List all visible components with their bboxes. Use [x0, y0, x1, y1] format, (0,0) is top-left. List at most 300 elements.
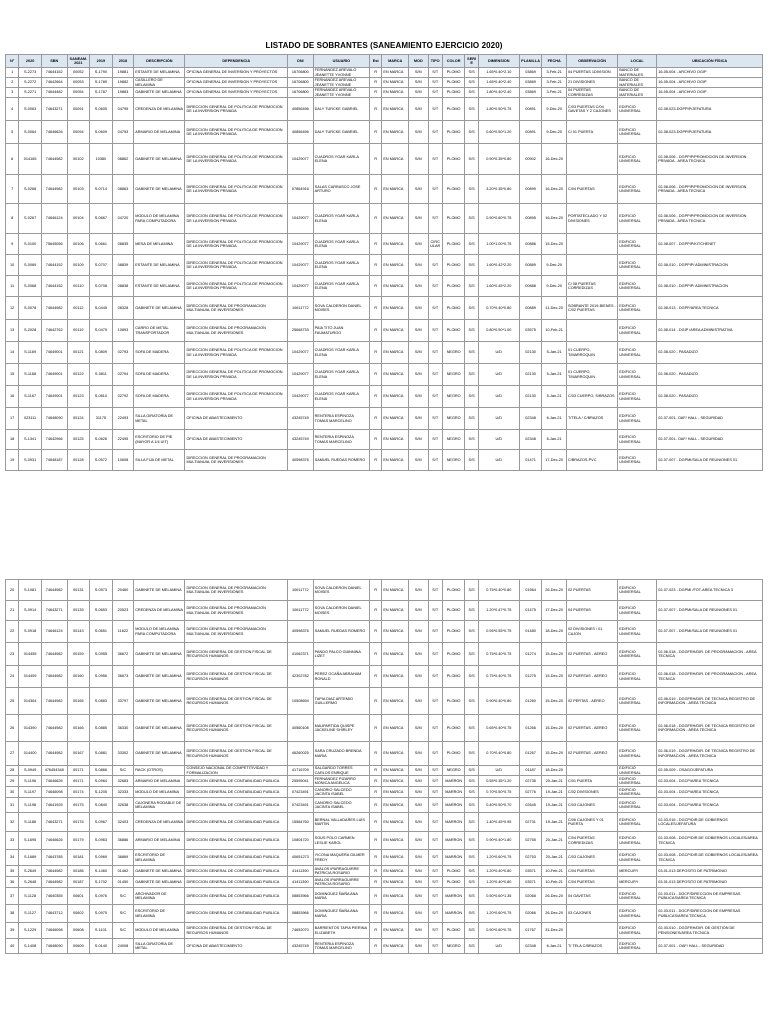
table-cell: C/06 CAJONES Y 01 PUERTA [566, 813, 617, 832]
table-cell: 00143 [67, 621, 90, 643]
table-cell: S/T [428, 798, 442, 813]
table-cell: 19881 [112, 68, 134, 78]
table-cell: PLOMO [442, 144, 465, 175]
table-cell: 0.90*0.60*0.75 [478, 923, 519, 939]
table-cell: S-0707 [90, 255, 113, 276]
table-cell: R [370, 255, 382, 276]
table-cell: 17-Dec-20 [542, 601, 567, 621]
table-cell: 02 DIVISIONES / 01 CAJON [566, 621, 617, 643]
table-row [6, 776, 763, 787]
table-cell: CUADROS YGAR KARLA ELENA [313, 234, 369, 255]
table-cell: 32683 [112, 776, 134, 787]
table-cell: 03571 [519, 866, 542, 877]
table-cell: 1.80*0.50*0.75 [478, 98, 519, 121]
table-cell: 33 [6, 832, 19, 850]
table-cell: 36886 [112, 832, 134, 850]
table-cell: S/T [428, 766, 442, 776]
table-cell: C/03 CAJONES [566, 798, 617, 813]
table-row [6, 408, 763, 430]
table-cell: 00174 [67, 787, 90, 798]
table-cell: S/T [428, 386, 442, 408]
table-cell: 16-05-004 - ARCHIVO OGIP [657, 68, 763, 78]
table-cell: PLOMO [442, 601, 465, 621]
table-row [6, 320, 763, 342]
table-cell: CREDENZA DE MELAMINA [134, 601, 185, 621]
table-cell: 02-07-001- OAF/ HALL - SEGURIDAD [657, 408, 763, 430]
table-cell: R [370, 320, 382, 342]
table-cell: CUADROS YGAR KARLA ELENA [313, 342, 369, 364]
table-cell: ESCRITORIO DE MELAMINA [134, 905, 185, 923]
table-cell: 014459 [19, 666, 42, 688]
table-cell: U/D [478, 430, 519, 450]
table-cell: GABINETE DE MELAMINA [134, 88, 185, 98]
table-cell: S-0078 [19, 297, 42, 320]
table-cell: GABINETE DE MELAMINA [134, 175, 185, 204]
table-cell: 19883 [112, 88, 134, 98]
table-cell: S/T [428, 939, 442, 954]
table-cell: DIRECCION GENERAL DE GESTION FISCAL DE RECURSOS HUMANOS [185, 715, 288, 742]
table-cell: SALAS CARRASCO JOSE ARTURO [313, 175, 369, 204]
table-cell: DALY TURCKE GABRIEL [313, 98, 369, 121]
table-cell: EDIFICIO UNIVERSAL [618, 798, 657, 813]
table-cell: CUADROS YGAR KARLA ELENA [313, 386, 369, 408]
table-cell: R [370, 430, 382, 450]
table-cell: R [370, 234, 382, 255]
table-cell: DOMINGUEZ ÑAÑA ANA MARIA [313, 888, 369, 905]
table-cell: S-0573 [90, 580, 113, 601]
table-cell: U/D [478, 408, 519, 430]
table-cell: 02-03-008 - DGCP/DIR.DE GOBIERNOS LOCALES/AREA TECNICA [657, 850, 763, 866]
table-cell: 74644982 [41, 742, 67, 766]
table-cell: 74646626 [41, 832, 67, 850]
table-row [6, 386, 763, 408]
table-cell: 6-Jan-21 [542, 408, 567, 430]
table-cell: 02 PERTAS - AEREO [566, 688, 617, 715]
table-cell: 00123 [67, 386, 90, 408]
table-cell: DIRECCION GENERAL DE PROGRAMACION MULTIANUAL DE INVERSIONES [185, 621, 288, 643]
column-header: DEPENDENCIA [185, 55, 288, 68]
table-row [6, 939, 763, 954]
table-cell: FERNANDEZ AREVALO JEANETTE YVONNE [313, 88, 369, 98]
table-cell: S/S [465, 798, 478, 813]
table-cell: S-0475 [90, 320, 113, 342]
table-cell: S/S [465, 643, 478, 666]
column-header: USUARIO [313, 55, 369, 68]
table-cell: S/T [428, 601, 442, 621]
table-cell: 74644982 [41, 688, 67, 715]
table-cell: 1.65*0.40*2.10 [478, 68, 519, 78]
table-cell: 33302 [112, 742, 134, 766]
table-cell: S-0605 [90, 98, 113, 121]
column-header: 2020 [19, 55, 42, 68]
table-cell: 40856496 [288, 98, 314, 121]
table-cell: EDIFICIO UNIVERSAL [618, 666, 657, 688]
table-cell [566, 234, 617, 255]
table-cell: 02-03-016 - DGCP/DIR.DE GOBIERNOS LOCALES/JEFATURA [657, 813, 763, 832]
table-cell: EDIFICIO UNIVERSAL [618, 98, 657, 121]
table-cell: EN MARCA [382, 776, 409, 787]
table-cell: PLOMO [442, 715, 465, 742]
table-cell: 03571 [519, 877, 542, 888]
table-row [6, 68, 763, 78]
table-cell: 74646124 [41, 204, 67, 234]
table-cell: S/S [465, 905, 478, 923]
table-cell: EDIFICIO UNIVERSAL [618, 276, 657, 297]
table-cell: 00139 [67, 601, 90, 621]
table-cell: 16 [6, 386, 19, 408]
table-cell: S/M [409, 939, 428, 954]
table-cell: 13 [6, 320, 19, 342]
table-cell: CIRCULAR [428, 234, 442, 255]
table-cell: 03575 [519, 320, 542, 342]
table-cell: S/M [409, 666, 428, 688]
table-cell: 02793 [112, 342, 134, 364]
table-cell: S/T [428, 742, 442, 766]
table-cell: 0.90*0.40*1.80 [478, 832, 519, 850]
table-cell: R [370, 877, 382, 888]
table-cell: S/S [465, 866, 478, 877]
table-cell: EDIFICIO UNIVERSAL [618, 742, 657, 766]
table-cell: S/T [428, 787, 442, 798]
table-cell: S-0445 [90, 297, 113, 320]
table-cell: SOVA CALDERON DANIEL MOISES [313, 297, 369, 320]
table-cell: S-1689 [19, 850, 42, 866]
table-cell: DIRECCION GENERAL DE PROGRAMACION MULTIANUAL DE INVERSIONES [185, 450, 288, 471]
table-cell: EN MARCA [382, 939, 409, 954]
table-cell: FERNANDEZ AREVALO JEANETTE YVONNE [313, 68, 369, 78]
table-cell: EDIFICIO UNIVERSAL [618, 204, 657, 234]
table-cell: 16706800 [288, 78, 314, 88]
table-cell: 32333 [112, 787, 134, 798]
table-cell: EDIFICIO UNIVERSAL [618, 255, 657, 276]
table-cell: 476454348 [41, 766, 67, 776]
table-cell: 02130 [519, 386, 542, 408]
table-cell: S/M [409, 408, 428, 430]
table-cell: 18-Dec-20 [542, 766, 567, 776]
table-cell: EN MARCA [382, 643, 409, 666]
table-cell: 43245749 [288, 408, 314, 430]
table-cell: 42302782 [288, 666, 314, 688]
table-cell: 02 PUERTAS [566, 580, 617, 601]
table-cell: R [370, 364, 382, 386]
table-cell: S/S [465, 234, 478, 255]
table-cell: 0.95*0.55*0.75 [478, 621, 519, 643]
table-cell: 0.55*0.35*1.20 [478, 776, 519, 787]
table-cell: 38 [6, 905, 19, 923]
table-cell: PLOMO [442, 877, 465, 888]
table-cell: 21 DIVISIONES [566, 78, 617, 88]
table-cell: S-0268 [19, 175, 42, 204]
table-cell: 00104 [67, 204, 90, 234]
table-cell: S/M [409, 813, 428, 832]
table-cell: EN MARCA [382, 408, 409, 430]
column-header: LOCAL [618, 55, 657, 68]
table-cell: MARRON [442, 798, 465, 813]
table-cell: BANCO DE MATERIALES [618, 78, 657, 88]
table-cell: 5 [6, 121, 19, 144]
table-cell: 40651273 [288, 850, 314, 866]
table-cell: R [370, 888, 382, 905]
table-cell: EDIFICIO UNIVERSAL [618, 430, 657, 450]
table-cell: 7 [6, 175, 19, 204]
table-cell: 00109 [67, 255, 90, 276]
table-cell: 02-08-006 - DGPPIP/PROMOCION DE INVERSION PRIVADA - AREA TECNICA [657, 204, 763, 234]
table-cell: S/M [409, 688, 428, 715]
table-cell: 0.65*0.40*0.75 [478, 715, 519, 742]
table-cell: 41411390 [288, 866, 314, 877]
table-cell: EN MARCA [382, 905, 409, 923]
table-cell: 10-Feb-21 [542, 320, 567, 342]
table-cell: S/M [409, 175, 428, 204]
table-cell: 15 [6, 364, 19, 386]
table-cell: 22495 [112, 430, 134, 450]
table-cell: 36 [6, 877, 19, 888]
table-cell: 01267 [519, 742, 542, 766]
table-cell: EDIFICIO UNIVERSAL [618, 342, 657, 364]
table-cell: 20-Jan-21 [542, 776, 567, 787]
table-cell: S/M [409, 276, 428, 297]
table-cell: R [370, 342, 382, 364]
table-row [6, 813, 763, 832]
table-cell: EN MARCA [382, 342, 409, 364]
table-cell [566, 430, 617, 450]
table-cell: PLOMO [442, 276, 465, 297]
table-cell: S/M [409, 297, 428, 320]
table-cell: 16-Dec-20 [542, 144, 567, 175]
table-cell: EDIFICIO UNIVERSAL [618, 121, 657, 144]
table-row [6, 342, 763, 364]
table-cell: S/S [465, 715, 478, 742]
table-cell [566, 923, 617, 939]
table-cell: 74644152 [41, 276, 67, 297]
table-cell: 74648090 [41, 939, 67, 954]
table-cell: 01450 [112, 877, 134, 888]
table-cell: EN MARCA [382, 923, 409, 939]
table-cell: 01260 [519, 688, 542, 715]
table-cell: 24 [6, 666, 19, 688]
table-cell: S/S [465, 121, 478, 144]
table-cell: NEGRO [442, 766, 465, 776]
table-cell: MODULO DE MELAMINA [134, 923, 185, 939]
table-cell: 36672 [112, 643, 134, 666]
table-cell: 74646098 [41, 923, 67, 939]
table-cell: CANORIO SALCEDO JACINTA ISABEL [313, 798, 369, 813]
table-cell: S/M [409, 121, 428, 144]
table-cell: 02-06-019 - DGGFRH/DIR. DE TECNICA REGISTRO DE INFORMACION - AREA TECNICA [657, 742, 763, 766]
table-cell: TAPIA DIAZ ARTEMIO GUILLERMO [313, 688, 369, 715]
table-row [6, 234, 763, 255]
table-cell: S-0661 [90, 234, 113, 255]
table-cell: S/M [409, 621, 428, 643]
table-cell: DIRECCION GENERAL DE CONTABILIDAD PUBLICA [185, 832, 288, 850]
table-cell: 74644982 [41, 580, 67, 601]
table-cell: R [370, 766, 382, 776]
table-cell: PLOMO [442, 121, 465, 144]
table-cell: 32403 [112, 813, 134, 832]
table-cell: DIRECCION GENERAL DE GESTION FISCAL DE RECURSOS HUMANOS [185, 923, 288, 939]
table-cell: 00122 [67, 364, 90, 386]
table-cell: 02-05-009 - OSAGO/JEFATURA [657, 766, 763, 776]
table-cell: 1.20*0.40*0.80 [478, 877, 519, 888]
table-cell: RENTERIA ESPINOZA TOMAS MARCELINO [313, 430, 369, 450]
table-cell: S-0667 [90, 204, 113, 234]
table-cell: S/S [465, 386, 478, 408]
table-cell: 04720 [112, 204, 134, 234]
table-cell: S/M [409, 255, 428, 276]
table-cell: 02-08-010 - DGPPIP/ ADMINISTRACION [657, 276, 763, 297]
table-cell: MARRON [442, 888, 465, 905]
table-cell: S/T [428, 320, 442, 342]
table-cell: RACK (OTROS) [134, 766, 185, 776]
table-cell: S-1789 [90, 78, 113, 88]
table-cell: EN MARCA [382, 255, 409, 276]
table-cell: 1.60*0.42*2.20 [478, 255, 519, 276]
table-cell: S-1695 [19, 832, 42, 850]
column-header: MARCA [382, 55, 409, 68]
table-row [6, 78, 763, 88]
table-cell: S-1128 [19, 888, 42, 905]
table-cell: 00054 [67, 88, 90, 98]
table-cell: 74642762 [41, 320, 67, 342]
table-cell: BERNAL VALLADARES LUIS MARTIN [313, 813, 369, 832]
table-cell: S-0653 [90, 601, 113, 621]
table-cell: S/T [428, 121, 442, 144]
table-cell: 39 [6, 923, 19, 939]
table-cell: GABINETE DE MELAMINA [134, 144, 185, 175]
table-cell: 41411390 [288, 877, 314, 888]
table-cell: 10-Feb-21 [542, 866, 567, 877]
table-cell: 02-03-008 - DGCP/DIR.DE GOBIERNOS LOCALES/AREA TECNICA [657, 832, 763, 850]
table-cell: 00891 [519, 121, 542, 144]
table-cell: 34 [6, 850, 19, 866]
table-cell [566, 144, 617, 175]
table-cell: 3-Feb-21 [542, 78, 567, 88]
table-cell: NEGRO [442, 364, 465, 386]
column-header: DIMENSION [478, 55, 519, 68]
table-cell: EN MARCA [382, 68, 409, 78]
table-cell: C/02 DIVISIONES [566, 787, 617, 798]
table-cell: 9-Dec-20 [542, 121, 567, 144]
table-cell: S/T [428, 68, 442, 78]
table-cell: 36673 [112, 666, 134, 688]
table-cell: 00128 [67, 450, 90, 471]
table-cell: 00601 [67, 888, 90, 905]
table-cell: 74641925 [41, 798, 67, 813]
table-cell: GABINETE DE MELAMINA [134, 297, 185, 320]
table-cell: R [370, 276, 382, 297]
table-cell: NEGRO [442, 430, 465, 450]
table-cell: C/03 CAJONES [566, 850, 617, 866]
table-cell: EN MARCA [382, 621, 409, 643]
table-row [6, 923, 763, 939]
table-cell: 40598376 [288, 450, 314, 471]
table-cell: RENTERIA ESPINOZA TOMAS MARCELINO [313, 939, 369, 954]
table-cell: 27 [6, 742, 19, 766]
table-cell: S/S [465, 766, 478, 776]
table-cell: CUADROS YGAR KARLA ELENA [313, 276, 369, 297]
table-cell: 08839 [112, 255, 134, 276]
table-cell: S/M [409, 342, 428, 364]
table-row [6, 888, 763, 905]
table-cell: 04 GAVETAS [566, 888, 617, 905]
table-cell: 00159 [67, 643, 90, 666]
table-cell: GABINETE DE MELAMINA [134, 866, 185, 877]
table-cell: S/T [428, 850, 442, 866]
table-cell: 15-Dec-20 [542, 715, 567, 742]
table-cell: DIRECCION GENERAL DE GESTION FISCAL DE RECURSOS HUMANOS [185, 688, 288, 715]
column-header: DESCRIPCIÓN [134, 55, 185, 68]
table-cell: ESTANTE DE MELAMINA [134, 68, 185, 78]
table-row [6, 643, 763, 666]
table-cell: S/T [428, 666, 442, 688]
table-cell: R [370, 121, 382, 144]
table-cell: GABINETE DE MELAMINA [134, 666, 185, 688]
table-cell: EN MARCA [382, 450, 409, 471]
table-cell: DIRECCION GENERAL DE POLITICA DE PROMOCION DE LA INVERSION PRIVADA [185, 121, 288, 144]
table-cell: S-0100 [19, 234, 42, 255]
table-row [6, 905, 763, 923]
table-cell: DIRECCION GENERAL DE CONTABILIDAD PUBLICA [185, 776, 288, 787]
table-cell: S/S [465, 580, 478, 601]
table-cell: 1.40*0.45*0.95 [478, 813, 519, 832]
table-cell: EDIFICIO UNIVERSAL [618, 408, 657, 430]
table-cell: 10429077 [288, 255, 314, 276]
table-cell: ARMARIO DE MELAMINA [134, 832, 185, 850]
table-cell: 0.80*0.90*1.00 [478, 320, 519, 342]
table-cell: 1.20*0.40*0.80 [478, 866, 519, 877]
table-cell: 00175 [67, 798, 90, 813]
table-cell: EN MARCA [382, 386, 409, 408]
table-cell: 00106 [67, 234, 90, 255]
table-cell: 00091 [67, 98, 90, 121]
table-row [6, 255, 763, 276]
table-cell: OFICINA GENERAL DE INVERSION Y PROYECTOS [185, 88, 288, 98]
table-cell: EN MARCA [382, 175, 409, 204]
table-cell: DIRECCION GENERAL DE POLITICA DE PROMOCION DE LA INVERSION PRIVADA [185, 234, 288, 255]
table-cell: S/T [428, 877, 442, 888]
table-cell: 00121 [67, 342, 90, 364]
table-cell: 00888 [519, 276, 542, 297]
table-cell: NEGRO [442, 386, 465, 408]
table-cell: U/D [478, 939, 519, 954]
table-cell: SOBRANTE 2019-BIENES - C/02 PUERTAS [566, 297, 617, 320]
table-cell: GABINETE DE MELAMINA [134, 742, 185, 766]
table-cell: 1 [6, 68, 19, 78]
table-cell: PLOMO [442, 78, 465, 88]
table-cell: CANORIO SALCEDO JACINTA ISABEL [313, 787, 369, 798]
table-cell: 10804720 [288, 832, 314, 850]
table-cell: 02-06-018 - DGGFRH/DIR. DE PROGRAMACION - AREA TECNICA [657, 643, 763, 666]
table-cell: 0.40*0.50*0.70 [478, 798, 519, 813]
table-cell: 41062371 [288, 643, 314, 666]
table-cell: EDIFICIO UNIVERSAL [618, 234, 657, 255]
table-row [6, 364, 763, 386]
table-cell: T/TELA / C/BRAZOS [566, 408, 617, 430]
table-cell: 03-01-013 DEPOSITO DE PATRIMONIO [657, 877, 763, 888]
table-cell: R [370, 643, 382, 666]
table-cell: C/ 01 PUERTA [566, 121, 617, 144]
table-cell: EDIFICIO UNIVERSAL [618, 643, 657, 666]
column-header: 2019 [90, 55, 113, 68]
table-row [6, 688, 763, 715]
table-cell: 22493 [112, 408, 134, 430]
table-cell: U/D [478, 342, 519, 364]
table-cell: 37 [6, 888, 19, 905]
table-cell: S-0840 [90, 798, 113, 813]
table-cell: S/T [428, 813, 442, 832]
table-cell: 35 [6, 866, 19, 877]
table-row [6, 666, 763, 688]
